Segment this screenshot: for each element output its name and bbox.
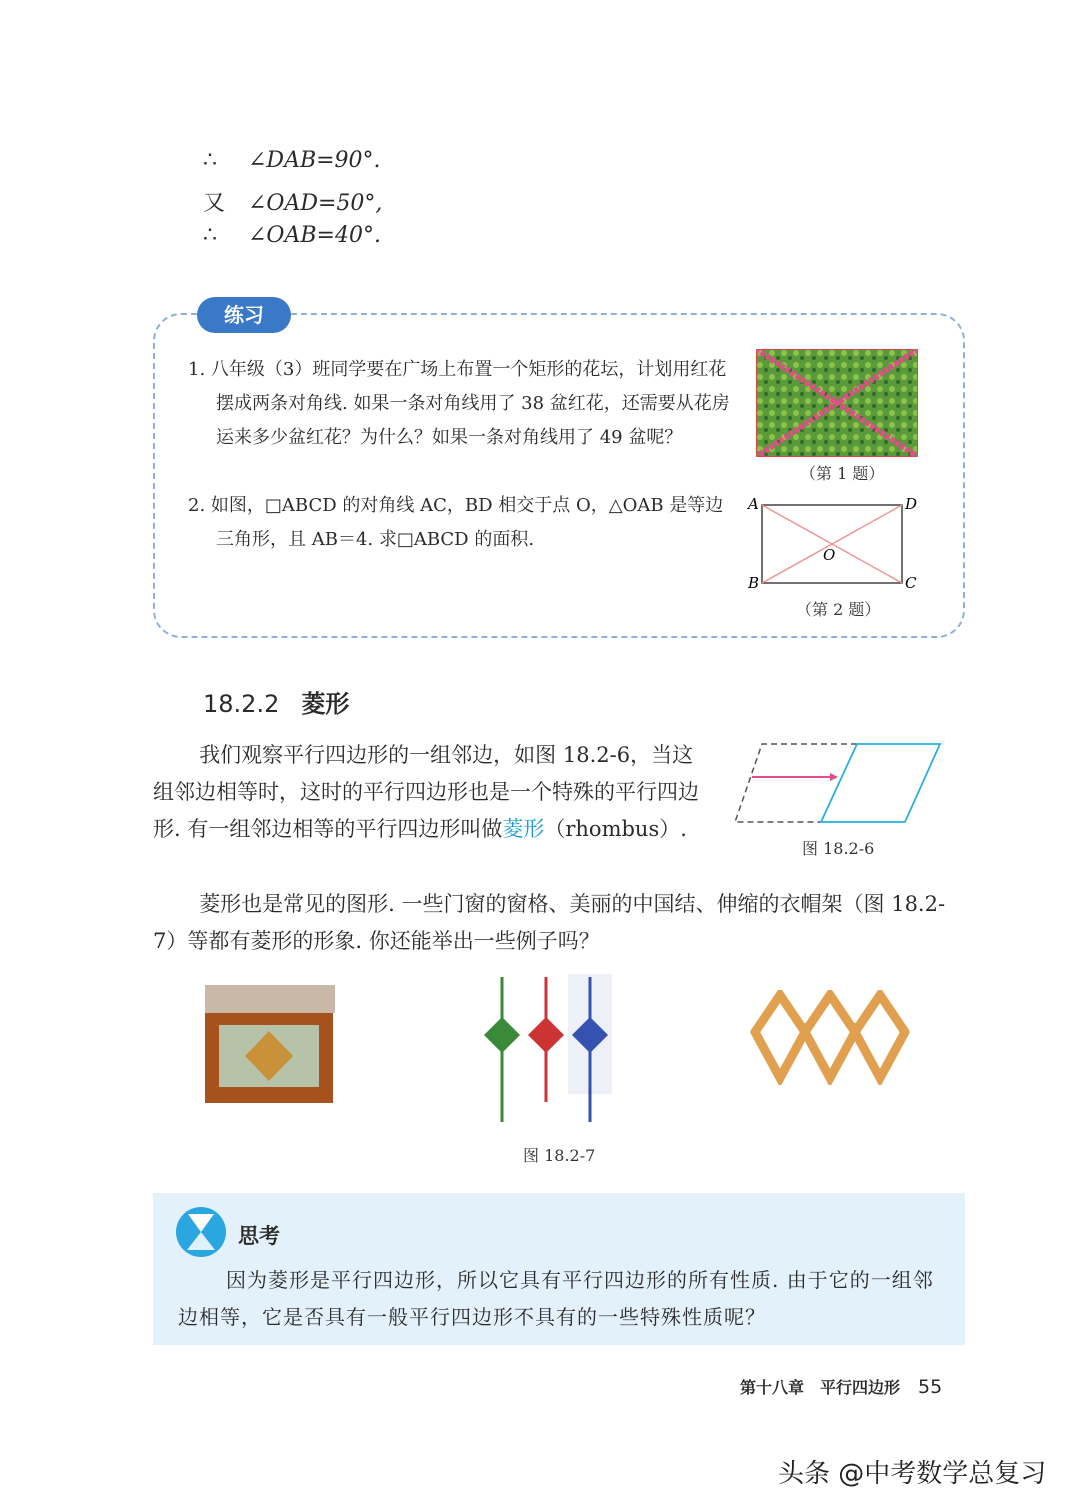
label-b: B bbox=[748, 574, 760, 592]
proof-line: ∴ ∠DAB=90°. bbox=[203, 148, 381, 173]
exercise-badge: 练习 bbox=[197, 297, 291, 333]
window-lattice-image bbox=[205, 985, 335, 1107]
think-title: 思考 bbox=[238, 1224, 280, 1248]
watermark: 头条 @中考数学总复习 bbox=[778, 1459, 1047, 1489]
coat-rack-image bbox=[750, 990, 910, 1085]
term-rhombus: 菱形 bbox=[502, 817, 545, 841]
fig1-caption: （第 1 题） bbox=[800, 464, 885, 483]
think-text: 因为菱形是平行四边形，所以它具有平行四边形的所有性质. 由于它的一组邻边相等，它是否具有一般平行四边形不具有的一些特殊性质呢？ bbox=[178, 1268, 934, 1329]
fig-18-2-7-caption: 图 18.2-7 bbox=[523, 1146, 596, 1165]
flowerbed-image bbox=[756, 349, 918, 457]
fig2-caption: （第 2 题） bbox=[796, 600, 881, 619]
proof-line: ∴ ∠OAB=40°. bbox=[203, 223, 381, 248]
label-a: A bbox=[748, 495, 759, 513]
exercise-item: 2. 如图，□ABCD 的对角线 AC，BD 相交于点 O，△OAB 是等边三角形，且 AB＝4. 求□ABCD 的面积. bbox=[188, 495, 724, 550]
page-number: 55 bbox=[918, 1376, 943, 1398]
page-footer: 第十八章 平行四边形 55 bbox=[740, 1376, 943, 1398]
label-d: D bbox=[905, 495, 918, 513]
paragraph-2: 菱形也是常见的图形. 一些门窗的窗格、美丽的中国结、伸缩的衣帽架（图 18.2-7）等都有菱形的形象. 你还能举出一些例子吗？ bbox=[153, 892, 946, 953]
exercise-item: 1. 八年级（3）班同学要在广场上布置一个矩形的花坛，计划用红花摆成两条对角线. 如果一条对角线用了 38 盆红花，还需要从花房运来多少盆红花？为什么？如果一条对角线用了 49 盆呢？ bbox=[188, 359, 730, 448]
label-c: C bbox=[905, 574, 917, 592]
label-o: O bbox=[823, 546, 836, 564]
section-heading: 18.2.2 菱形 bbox=[203, 690, 350, 718]
fig-18-2-6-diagram bbox=[730, 738, 945, 828]
rectangle-abcd-diagram bbox=[745, 492, 925, 592]
fig-18-2-6-caption: 图 18.2-6 bbox=[802, 839, 875, 858]
chinese-knot-image bbox=[480, 972, 615, 1132]
hourglass-think-icon bbox=[175, 1206, 227, 1258]
proof-line: 又 ∠OAD=50°, bbox=[203, 191, 383, 216]
paragraph-1: 我们观察平行四边形的一组邻边，如图 18.2-6，当这组邻边相等时，这时的平行四边形也是一个特殊的平行四边形. 有一组邻边相等的平行四边形叫做菱形（rhombus）. bbox=[153, 743, 699, 841]
